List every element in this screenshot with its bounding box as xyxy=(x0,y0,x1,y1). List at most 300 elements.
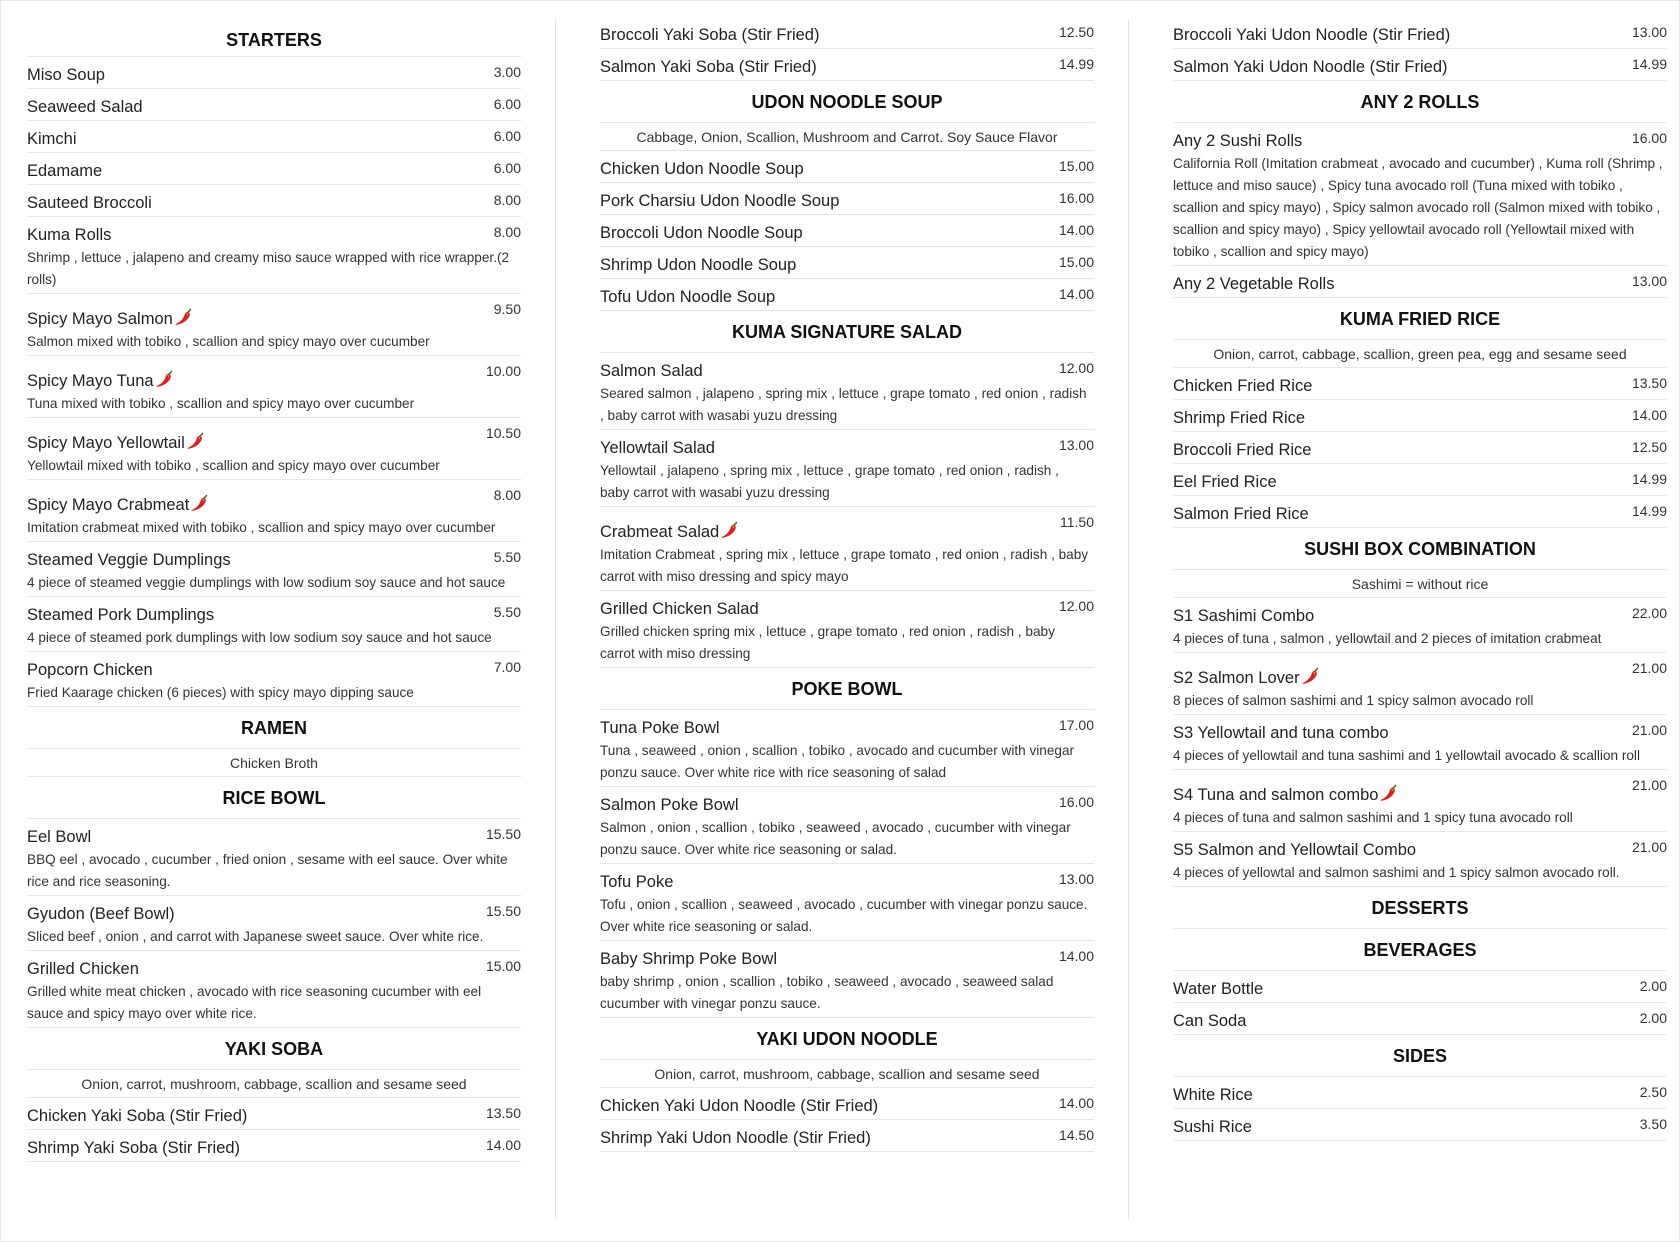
menu-item-price: 21.00 xyxy=(1631,777,1667,793)
chili-pepper-icon xyxy=(720,521,740,539)
menu-item-name-wrap xyxy=(1173,266,1334,294)
menu-item[interactable] xyxy=(1173,770,1667,832)
menu-item-price: 11.50 xyxy=(1060,514,1094,530)
menu-item-price: 16.00 xyxy=(1058,190,1094,206)
menu-item[interactable] xyxy=(27,1098,521,1130)
menu-item-row xyxy=(600,151,1094,179)
menu-item-name: Popcorn Chicken xyxy=(27,661,153,679)
section-sides xyxy=(1173,1035,1667,1141)
menu-item-name: S3 Yellowtail and tuna combo xyxy=(1173,724,1389,742)
menu-item[interactable] xyxy=(27,1130,521,1162)
menu-item-name-wrap xyxy=(1173,400,1305,428)
section-note: Onion, carrot, mushroom, cabbage, scallion and sesame seed xyxy=(27,1070,521,1098)
chili-pepper-icon xyxy=(186,432,206,450)
menu-item-price: 14.00 xyxy=(1058,286,1094,302)
menu-item-name-wrap xyxy=(1173,770,1399,805)
menu-column-2 xyxy=(600,17,1094,1227)
menu-item[interactable] xyxy=(27,652,521,707)
menu-item-name: Tofu Udon Noodle Soup xyxy=(600,288,776,306)
menu-item-row xyxy=(1173,598,1667,626)
menu-item-description: Yellowtail , jalapeno , spring mix , lettuce , grape tomato , red onion , radish , baby carrot with wasabi yuzu dressing xyxy=(600,463,1059,500)
menu-item-row xyxy=(27,185,521,213)
menu-item[interactable] xyxy=(27,951,521,1028)
menu-item-name-wrap xyxy=(600,864,673,892)
menu-item-name-wrap xyxy=(27,185,152,213)
section-note: Sashimi = without rice xyxy=(1173,570,1667,598)
menu-item[interactable] xyxy=(1173,432,1667,464)
menu-item-price: 16.00 xyxy=(1058,794,1094,810)
menu-item-price: 13.00 xyxy=(1058,437,1094,453)
menu-item-row xyxy=(27,652,521,680)
menu-item-name-wrap xyxy=(600,215,803,243)
menu-item-name: Crabmeat Salad xyxy=(600,523,720,541)
menu-item-name: Steamed Veggie Dumplings xyxy=(27,551,231,569)
menu-item-description: Tuna , seaweed , onion , scallion , tobiko , avocado and cucumber with vinegar ponzu sauce. Over white rice with rice seasoning of salad xyxy=(600,743,1075,780)
menu-item-name-wrap xyxy=(1173,368,1312,396)
menu-item-price: 8.00 xyxy=(493,224,521,240)
section-note: Chicken Broth xyxy=(27,749,521,777)
section-note: Cabbage, Onion, Scallion, Mushroom and Carrot. Soy Sauce Flavor xyxy=(600,123,1094,151)
menu-item-price: 2.50 xyxy=(1639,1084,1667,1100)
menu-item[interactable] xyxy=(1173,49,1667,81)
menu-column-3 xyxy=(1173,17,1667,1227)
menu-item-row xyxy=(27,217,521,245)
section-yaki-soba xyxy=(27,1028,521,1162)
menu-item-row xyxy=(27,89,521,117)
section-title: SUSHI BOX COMBINATION xyxy=(1173,528,1667,570)
menu-item-name: Broccoli Fried Rice xyxy=(1173,441,1312,459)
menu-item[interactable] xyxy=(1173,598,1667,653)
menu-column-1 xyxy=(27,17,521,1227)
menu-item[interactable] xyxy=(600,941,1094,1018)
menu-item-row xyxy=(600,353,1094,381)
menu-item-name-wrap xyxy=(27,121,77,149)
menu-item-name: Yellowtail Salad xyxy=(600,439,715,457)
menu-item-name: Seaweed Salad xyxy=(27,98,143,116)
menu-item-row xyxy=(27,418,521,453)
menu-item[interactable] xyxy=(27,480,521,542)
menu-item-name-wrap xyxy=(600,183,839,211)
menu-item[interactable] xyxy=(600,215,1094,247)
menu-item-row xyxy=(1173,432,1667,460)
menu-item-name: Sauteed Broccoli xyxy=(27,194,152,212)
menu-item[interactable] xyxy=(1173,715,1667,770)
menu-item-name-wrap xyxy=(1173,598,1314,626)
menu-item[interactable] xyxy=(1173,1077,1667,1109)
menu-item-name-wrap xyxy=(27,217,111,245)
menu-item-description: Salmon , onion , scallion , tobiko , seaweed , avocado , cucumber with vinegar ponzu sauce. Over white rice seasoning or salad. xyxy=(600,820,1071,857)
menu-item-price: 13.50 xyxy=(1631,375,1667,391)
menu-item-name-wrap xyxy=(1173,123,1302,151)
menu-item[interactable] xyxy=(27,542,521,597)
menu-item-name-wrap xyxy=(1173,1077,1253,1105)
menu-item-name: Chicken Fried Rice xyxy=(1173,377,1313,395)
menu-item-row xyxy=(1173,1109,1667,1137)
section-title: RICE BOWL xyxy=(27,777,521,819)
menu-item-name: Salmon Fried Rice xyxy=(1173,505,1309,523)
menu-item[interactable] xyxy=(600,247,1094,279)
menu-item-name: Spicy Mayo Crabmeat xyxy=(27,496,190,514)
menu-item-name-wrap xyxy=(600,430,715,458)
menu-item[interactable] xyxy=(27,418,521,480)
section-note: Onion, carrot, cabbage, scallion, green pea, egg and sesame seed xyxy=(1173,340,1667,368)
menu-item-name: Salmon Yaki Udon Noodle (Stir Fried) xyxy=(1173,58,1448,76)
menu-item-row xyxy=(1173,368,1667,396)
menu-item-name-wrap xyxy=(27,356,175,391)
section-any-2-rolls xyxy=(1173,81,1667,298)
menu-item-name: S5 Salmon and Yellowtail Combo xyxy=(1173,841,1417,859)
menu-item[interactable] xyxy=(1173,17,1667,49)
menu-item[interactable] xyxy=(27,185,521,217)
menu-item-name: S1 Sashimi Combo xyxy=(1173,607,1315,625)
menu-item[interactable] xyxy=(27,121,521,153)
menu-item-price: 13.00 xyxy=(1058,871,1094,887)
menu-item[interactable] xyxy=(600,430,1094,507)
menu-item-description: 4 pieces of tuna , salmon , yellowtail and 2 pieces of imitation crabmeat xyxy=(1173,631,1602,646)
menu-item-row xyxy=(27,819,521,847)
menu-item-price: 9.50 xyxy=(493,301,521,317)
menu-item-price: 15.00 xyxy=(1058,254,1094,270)
section-title: RAMEN xyxy=(27,707,521,749)
menu-item-description: Fried Kaarage chicken (6 pieces) with spicy mayo dipping sauce xyxy=(27,685,414,700)
menu-item[interactable] xyxy=(1173,266,1667,298)
menu-item-price: 14.99 xyxy=(1631,471,1667,487)
menu-item-price: 12.00 xyxy=(1058,598,1094,614)
menu-item-row xyxy=(27,57,521,85)
menu-item-row xyxy=(27,480,521,515)
menu-item-name: Kimchi xyxy=(27,130,77,148)
menu-item[interactable] xyxy=(600,507,1094,591)
menu-item-row xyxy=(600,1088,1094,1116)
menu-item-row xyxy=(1173,266,1667,294)
menu-item[interactable] xyxy=(1173,400,1667,432)
menu-item[interactable] xyxy=(27,153,521,185)
menu-item-name: Grilled Chicken xyxy=(27,960,139,978)
menu-item-price: 10.00 xyxy=(485,363,521,379)
menu-item-name-wrap xyxy=(600,17,819,45)
menu-item[interactable] xyxy=(27,217,521,294)
menu-item-name-wrap xyxy=(27,153,102,181)
menu-item-price: 15.00 xyxy=(485,958,521,974)
menu-item-row xyxy=(600,279,1094,307)
menu-item-name-wrap xyxy=(600,787,739,815)
menu-item-row xyxy=(27,951,521,979)
menu-item-row xyxy=(1173,1077,1667,1105)
section-beverages xyxy=(1173,929,1667,1035)
menu-item-name: Steamed Pork Dumplings xyxy=(27,606,215,624)
menu-item[interactable] xyxy=(600,183,1094,215)
menu-item-description: BBQ eel , avocado , cucumber , fried onion , sesame with eel sauce. Over white rice and rice seasoning. xyxy=(27,852,508,889)
menu-item-price: 8.00 xyxy=(493,487,521,503)
section-continued xyxy=(1173,17,1667,81)
menu-item[interactable] xyxy=(1173,971,1667,1003)
menu-item-price: 8.00 xyxy=(493,192,521,208)
menu-item-row xyxy=(27,294,521,329)
menu-item-name: Pork Charsiu Udon Noodle Soup xyxy=(600,192,840,210)
menu-item[interactable] xyxy=(600,17,1094,49)
menu-item[interactable] xyxy=(600,864,1094,941)
section-poke-bowl xyxy=(600,668,1094,1018)
menu-item-description: 4 pieces of yellowtal and salmon sashimi and 1 spicy salmon avocado roll. xyxy=(1173,865,1620,880)
menu-item[interactable] xyxy=(1173,832,1667,887)
menu-item-description: Grilled white meat chicken , avocado with rice seasoning cucumber with eel sauce and spicy mayo over white rice. xyxy=(27,984,482,1021)
menu-item-name: Salmon Poke Bowl xyxy=(600,796,739,814)
section-title: KUMA SIGNATURE SALAD xyxy=(600,311,1094,353)
menu-item-name-wrap xyxy=(1173,17,1450,45)
menu-item-name: Edamame xyxy=(27,162,103,180)
menu-item-price: 14.99 xyxy=(1631,503,1667,519)
menu-item-name-wrap xyxy=(600,49,817,77)
menu-item-description: Sliced beef , onion , and carrot with Japanese sweet sauce. Over white rice. xyxy=(27,929,484,944)
menu-item-price: 14.00 xyxy=(485,1137,521,1153)
menu-item[interactable] xyxy=(27,597,521,652)
chili-pepper-icon xyxy=(1379,784,1399,802)
menu-item-name-wrap xyxy=(600,151,804,179)
menu-item-name: Shrimp Fried Rice xyxy=(1173,409,1306,427)
menu-item-name: Any 2 Vegetable Rolls xyxy=(1173,275,1335,293)
menu-item-name: Eel Bowl xyxy=(27,828,92,846)
menu-item-price: 14.50 xyxy=(1058,1127,1094,1143)
menu-item-price: 6.00 xyxy=(493,96,521,112)
menu-item-name: Spicy Mayo Salmon xyxy=(27,310,173,328)
menu-item-row xyxy=(1173,49,1667,77)
menu-item-description: Shrimp , lettuce , jalapeno and creamy miso sauce wrapped with rice wrapper.(2 rolls) xyxy=(27,250,510,287)
menu-item-name-wrap xyxy=(600,353,703,381)
section-title: STARTERS xyxy=(27,17,521,57)
menu-item[interactable] xyxy=(1173,496,1667,528)
menu-item[interactable] xyxy=(27,819,521,896)
menu-item-name-wrap xyxy=(27,480,210,515)
menu-item-row xyxy=(1173,17,1667,45)
menu-item-price: 13.50 xyxy=(485,1105,521,1121)
menu-item-price: 21.00 xyxy=(1631,839,1667,855)
menu-item-price: 5.50 xyxy=(493,604,521,620)
menu-item-name-wrap xyxy=(600,1120,871,1148)
menu-item-price: 17.00 xyxy=(1058,717,1094,733)
menu-item-name: White Rice xyxy=(1173,1086,1253,1104)
menu-item-name: Any 2 Sushi Rolls xyxy=(1173,132,1303,150)
menu-item-name-wrap xyxy=(600,1088,878,1116)
section-title: DESSERTS xyxy=(1173,887,1667,929)
menu-item-row xyxy=(1173,653,1667,688)
section-title: KUMA FRIED RICE xyxy=(1173,298,1667,340)
menu-item[interactable] xyxy=(600,710,1094,787)
menu-item-name-wrap xyxy=(1173,715,1389,743)
menu-item-name: Kuma Rolls xyxy=(27,226,112,244)
menu-item-name: Shrimp Yaki Soba (Stir Fried) xyxy=(27,1139,241,1157)
menu-item-price: 6.00 xyxy=(493,160,521,176)
menu-item[interactable] xyxy=(600,591,1094,668)
section-desserts xyxy=(1173,887,1667,929)
menu-item-name-wrap xyxy=(1173,653,1321,688)
menu-item[interactable] xyxy=(1173,368,1667,400)
menu-item-name: Chicken Yaki Soba (Stir Fried) xyxy=(27,1107,248,1125)
section-starters xyxy=(27,17,521,707)
menu-item-name-wrap xyxy=(27,819,91,847)
menu-item[interactable] xyxy=(600,353,1094,430)
menu-item-price: 12.00 xyxy=(1058,360,1094,376)
menu-item-row xyxy=(600,787,1094,815)
menu-item-row xyxy=(600,183,1094,211)
menu-item-description: 8 pieces of salmon sashimi and 1 spicy salmon avocado roll xyxy=(1173,693,1534,708)
menu-item-description: Imitation crabmeat mixed with tobiko , scallion and spicy mayo over cucumber xyxy=(27,520,496,535)
section-title: UDON NOODLE SOUP xyxy=(600,81,1094,123)
chili-pepper-icon xyxy=(190,494,210,512)
menu-item-name-wrap xyxy=(1173,1109,1252,1137)
menu-item-row xyxy=(600,49,1094,77)
menu-item[interactable] xyxy=(27,294,521,356)
menu-item-name: S2 Salmon Lover xyxy=(1173,669,1300,687)
menu-item-description: 4 piece of steamed pork dumplings with low sodium soy sauce and hot sauce xyxy=(27,630,492,645)
menu-item-row xyxy=(27,597,521,625)
menu-item-row xyxy=(27,153,521,181)
menu-item-row xyxy=(1173,464,1667,492)
chili-pepper-icon xyxy=(1301,667,1321,685)
menu-item-row xyxy=(1173,715,1667,743)
menu-item-name: Gyudon (Beef Bowl) xyxy=(27,905,175,923)
menu-item-name: Broccoli Yaki Udon Noodle (Stir Fried) xyxy=(1173,26,1451,44)
menu-item-name: Spicy Mayo Tuna xyxy=(27,372,154,390)
menu-item-price: 14.00 xyxy=(1058,1095,1094,1111)
menu-item-name: Shrimp Udon Noodle Soup xyxy=(600,256,797,274)
menu-item-name-wrap xyxy=(1173,496,1309,524)
menu-item-name: Water Bottle xyxy=(1173,980,1264,998)
menu-item-name-wrap xyxy=(27,89,143,117)
menu-item-row xyxy=(27,1130,521,1158)
menu-item-price: 15.00 xyxy=(1058,158,1094,174)
menu-item-name: Chicken Udon Noodle Soup xyxy=(600,160,804,178)
menu-item-row xyxy=(600,17,1094,45)
menu-item-row xyxy=(1173,1003,1667,1031)
menu-item-name-wrap xyxy=(27,418,206,453)
menu-item[interactable] xyxy=(27,356,521,418)
menu-item-row xyxy=(27,121,521,149)
menu-item-price: 15.50 xyxy=(485,903,521,919)
menu-item-name-wrap xyxy=(1173,832,1416,860)
menu-item-description: 4 piece of steamed veggie dumplings with low sodium soy sauce and hot sauce xyxy=(27,575,506,590)
menu-item-description: Salmon mixed with tobiko , scallion and spicy mayo over cucumber xyxy=(27,334,430,349)
menu-item-name: Tofu Poke xyxy=(600,873,674,891)
section-rice-bowl xyxy=(27,777,521,1028)
menu-item-row xyxy=(1173,496,1667,524)
section-title: BEVERAGES xyxy=(1173,929,1667,971)
menu-item-row xyxy=(600,1120,1094,1148)
menu-item-row xyxy=(27,896,521,924)
menu-item-price: 14.00 xyxy=(1631,407,1667,423)
menu-item-name-wrap xyxy=(1173,971,1263,999)
menu-item[interactable] xyxy=(27,89,521,121)
section-kuma-signature-salad xyxy=(600,311,1094,668)
menu-item-name: Tuna Poke Bowl xyxy=(600,719,720,737)
menu-item-name: Salmon Yaki Soba (Stir Fried) xyxy=(600,58,817,76)
menu-item-name-wrap xyxy=(1173,49,1448,77)
menu-item-description: Tuna mixed with tobiko , scallion and spicy mayo over cucumber xyxy=(27,396,415,411)
column-divider xyxy=(555,19,556,1219)
menu-item-price: 12.50 xyxy=(1631,439,1667,455)
menu-item-name: S4 Tuna and salmon combo xyxy=(1173,786,1379,804)
section-sushi-box-combination xyxy=(1173,528,1667,887)
menu-item[interactable] xyxy=(600,787,1094,864)
menu-item[interactable] xyxy=(1173,1003,1667,1035)
menu-item-name-wrap xyxy=(27,542,231,570)
menu-item-price: 6.00 xyxy=(493,128,521,144)
menu-item[interactable] xyxy=(1173,653,1667,715)
menu-item-price: 14.99 xyxy=(1631,56,1667,72)
column-divider xyxy=(1128,19,1129,1219)
menu-item[interactable] xyxy=(1173,1109,1667,1141)
menu-item-name-wrap xyxy=(600,941,777,969)
section-title: YAKI SOBA xyxy=(27,1028,521,1070)
menu-item-row xyxy=(1173,123,1667,151)
menu-item-description: Yellowtail mixed with tobiko , scallion and spicy mayo over cucumber xyxy=(27,458,440,473)
menu-item-description: Seared salmon , jalapeno , spring mix , lettuce , grape tomato , red onion , radish , baby carrot with wasabi yuzu dressing xyxy=(600,386,1087,423)
menu-item[interactable] xyxy=(1173,123,1667,266)
menu-item-name: Can Soda xyxy=(1173,1012,1247,1030)
menu-item[interactable] xyxy=(600,1088,1094,1120)
menu-item-name: Grilled Chicken Salad xyxy=(600,600,759,618)
menu-item-name: Baby Shrimp Poke Bowl xyxy=(600,950,777,968)
menu-item-name-wrap xyxy=(600,279,775,307)
menu-item-name-wrap xyxy=(600,591,759,619)
menu-item-name-wrap xyxy=(27,597,214,625)
section-note: Onion, carrot, mushroom, cabbage, scallion and sesame seed xyxy=(600,1060,1094,1088)
menu-item-name: Eel Fried Rice xyxy=(1173,473,1277,491)
menu-item-row xyxy=(27,542,521,570)
menu-item-row xyxy=(600,710,1094,738)
menu-item[interactable] xyxy=(600,49,1094,81)
section-continued xyxy=(600,17,1094,81)
menu-item-price: 3.50 xyxy=(1639,1116,1667,1132)
menu-item-name-wrap xyxy=(27,1130,240,1158)
menu-item-row xyxy=(600,215,1094,243)
menu-item-price: 13.00 xyxy=(1631,273,1667,289)
section-title: YAKI UDON NOODLE xyxy=(600,1018,1094,1060)
menu-item[interactable] xyxy=(1173,464,1667,496)
menu-item-name-wrap xyxy=(27,294,194,329)
menu-item-row xyxy=(600,941,1094,969)
menu-item-price: 14.99 xyxy=(1058,56,1094,72)
menu-item-name-wrap xyxy=(27,951,139,979)
menu-item[interactable] xyxy=(600,1120,1094,1152)
menu-item-row xyxy=(600,247,1094,275)
menu-item-row xyxy=(600,864,1094,892)
menu-item-price: 7.00 xyxy=(493,659,521,675)
menu-item-name: Sushi Rice xyxy=(1173,1118,1252,1136)
chili-pepper-icon xyxy=(174,308,194,326)
menu-item[interactable] xyxy=(600,151,1094,183)
menu-item-price: 21.00 xyxy=(1631,722,1667,738)
menu-item[interactable] xyxy=(27,896,521,951)
menu-item-name-wrap xyxy=(27,1098,247,1126)
menu-item-description: baby shrimp , onion , scallion , tobiko , seaweed , avocado , seaweed salad cucumber with vinegar ponzu sauce. xyxy=(600,974,1054,1011)
menu-item-name: Chicken Yaki Udon Noodle (Stir Fried) xyxy=(600,1097,879,1115)
menu-item-name-wrap xyxy=(27,652,153,680)
menu-item-name: Spicy Mayo Yellowtail xyxy=(27,434,185,452)
menu-item-price: 21.00 xyxy=(1631,660,1667,676)
menu-item-row xyxy=(1173,400,1667,428)
menu-item-row xyxy=(600,430,1094,458)
menu-item-name: Salmon Salad xyxy=(600,362,703,380)
menu-item-row xyxy=(600,591,1094,619)
menu-item[interactable] xyxy=(600,279,1094,311)
menu-item-price: 10.50 xyxy=(485,425,521,441)
menu-item-price: 15.50 xyxy=(485,826,521,842)
menu-item-row xyxy=(27,1098,521,1126)
menu-item-row xyxy=(1173,832,1667,860)
menu-item-price: 2.00 xyxy=(1639,978,1667,994)
menu-item[interactable] xyxy=(27,57,521,89)
menu-item-price: 2.00 xyxy=(1639,1010,1667,1026)
